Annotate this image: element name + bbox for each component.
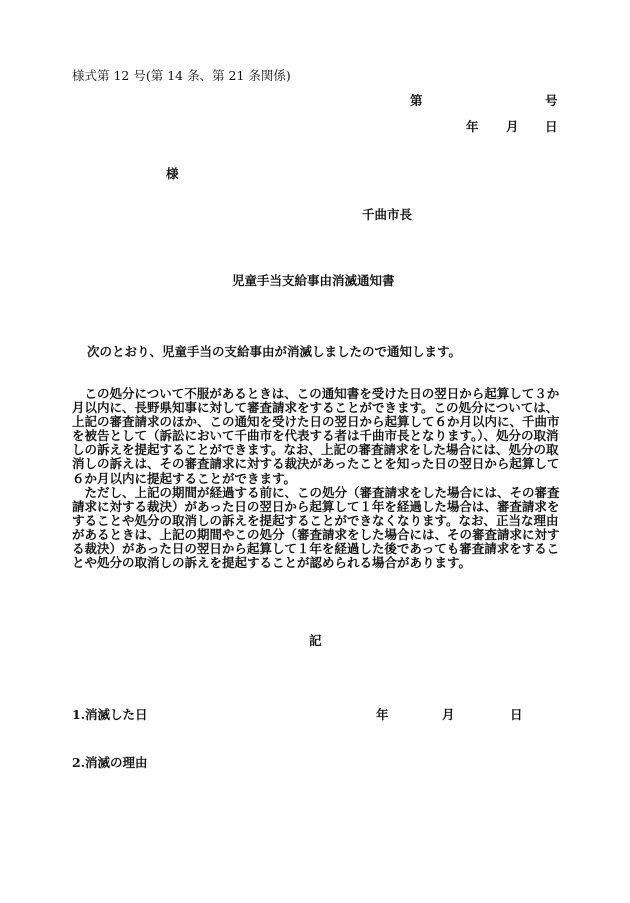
date-day-label: 日: [545, 119, 558, 134]
appeal-paragraph-1: この処分について不服があるときは、この通知書を受けた日の翌日から起算して３か月以内に、長野県知事に対して審査請求をすることができます。この処分については、上記の審査請求のほか、この通知を受けた日の翌日から起算して６か月以内に、千曲市を被告として（訴訟において千曲市を代表する者は千曲市長となります。）、処分の取消しの訴えを提起することができます。なお、上記の審査請求をした場合には、処分の取消しの訴えは、その審査請求に対する裁決があったことを知った日の翌日から起算して６か月以内に提起することができます。: [72, 386, 560, 486]
appeal-paragraph-2: ただし、上記の期間が経過する前に、この処分（審査請求をした場合には、その審査請求に対する裁決）があった日の翌日から起算して１年を経過した場合は、審査請求をすることや処分の取消しの訴えを提起することができなくなります。なお、正当な理由があるときは、上記の期間やこの処分（審査請求をした場合には、その審査請求に対する裁決）があった日の翌日から起算して１年を経過した後であっても審査請求をすることや処分の取消しの訴えを提起することが認められる場合があります。: [72, 484, 560, 571]
item-1-month-label: 月: [442, 707, 455, 722]
item-2-label: 2.消滅の理由: [72, 755, 148, 770]
document-number-prefix: 第: [410, 93, 423, 108]
appeal-notice: [72, 387, 562, 570]
lead-sentence: 次のとおり、児童手当の支給事由が消滅しましたので通知します。: [87, 344, 462, 359]
date-month-label: 月: [506, 119, 519, 134]
ki-heading: 記: [309, 633, 322, 648]
document-number-suffix: 号: [545, 93, 558, 108]
item-1-year-label: 年: [376, 707, 389, 722]
document-title: 児童手当支給事由消滅通知書: [232, 273, 395, 288]
form-number: 様式第 12 号(第 14 条、第 21 条関係): [72, 68, 291, 83]
date-year-label: 年: [466, 119, 479, 134]
item-1-day-label: 日: [510, 707, 523, 722]
item-1-label: 1.消滅した日: [72, 707, 148, 722]
issuer-name: 千曲市長: [362, 207, 413, 222]
recipient-honorific: 様: [166, 166, 179, 181]
